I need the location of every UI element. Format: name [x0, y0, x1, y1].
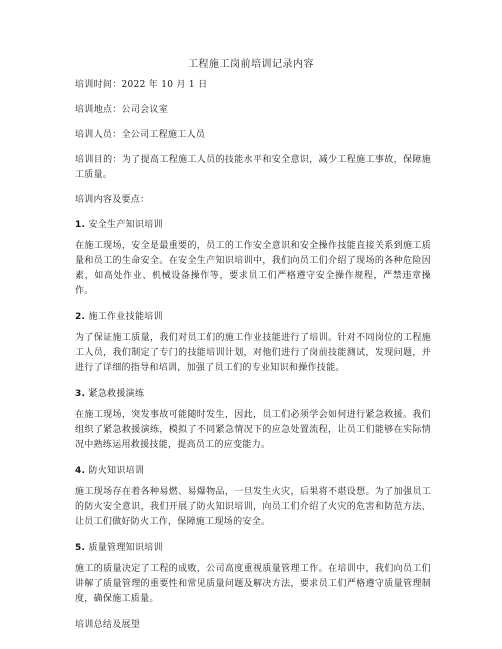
section-heading-1 [75, 218, 431, 233]
training-time: 培训时间：2022 年 10 月 1 日 [75, 80, 208, 90]
document-title: 工程施工岗前培训记录内容 [188, 59, 314, 70]
summary-heading: 培训总结及展望 [75, 620, 141, 630]
training-trainees: 培训人员：全公司工程施工人员 [75, 130, 206, 140]
section-body-5: 施工的质量决定了工程的成败，公司高度重视质量管理工作。在培训中，我们向员工们讲解了质量管理的重要性和常见质量问题及解决方法，要求员工们严格遵守质量管理制度，确保施工质量。 [75, 564, 431, 604]
section-title: 防火知识培训 [88, 466, 145, 476]
section-title: 紧急救援演练 [88, 389, 145, 399]
section-body-4: 施工现场存在着各种易燃、易爆物品，一旦发生火灾，后果将不堪设想。为了加强员工的防火安全意识，我们开展了防火知识培训，向员工们介绍了火灾的危害和防范方法，让员工们做好防火工作，保障施工现场的安全。 [75, 487, 431, 527]
training-location: 培训地点：公司会议室 [75, 105, 169, 115]
section-number: 2. [75, 312, 86, 322]
section-title: 施工作业技能培训 [88, 312, 163, 322]
section-number: 5. [75, 543, 86, 553]
section-heading-3 [75, 387, 431, 402]
section-title: 安全生产知识培训 [88, 220, 163, 230]
section-number: 1. [75, 220, 86, 230]
section-heading-5 [75, 541, 431, 556]
section-heading-4 [75, 464, 431, 479]
training-purpose: 培训目的：为了提高工程施工人员的技能水平和安全意识，减少工程施工事故，保障施工质量。 [75, 155, 431, 180]
section-body-3: 在施工现场，突发事故可能随时发生，因此，员工们必须学会如何进行紧急救援。我们组织了紧急救援演练，模拟了不同紧急情况下的应急处置流程，让员工们能够在实际情况中熟练运用救援技能，提高员工的应变能力。 [75, 410, 431, 450]
section-body-2: 为了保证施工质量，我们对员工们的施工作业技能进行了培训。针对不同岗位的工程施工人员，我们制定了专门的技能培训计划，对他们进行了岗前技能测试，发现问题，并进行了详细的指导和培训，加强了员工们的专业知识和操作技能。 [75, 333, 431, 373]
document-body [75, 78, 431, 643]
section-heading-2 [75, 310, 431, 325]
section-number: 3. [75, 389, 86, 399]
section-title: 质量管理知识培训 [88, 543, 163, 553]
section-number: 4. [75, 466, 86, 476]
section-body-1: 在施工现场，安全是最重要的，员工的工作安全意识和安全操作技能直接关系到施工质量和员工的生命安全。在安全生产知识培训中，我们向员工们介绍了现场的各种危险因素，如高处作业、机械设备操作等，要求员工们严格遵守安全操作规程，严禁违章操作。 [75, 241, 431, 296]
content-heading: 培训内容及要点： [75, 195, 150, 205]
